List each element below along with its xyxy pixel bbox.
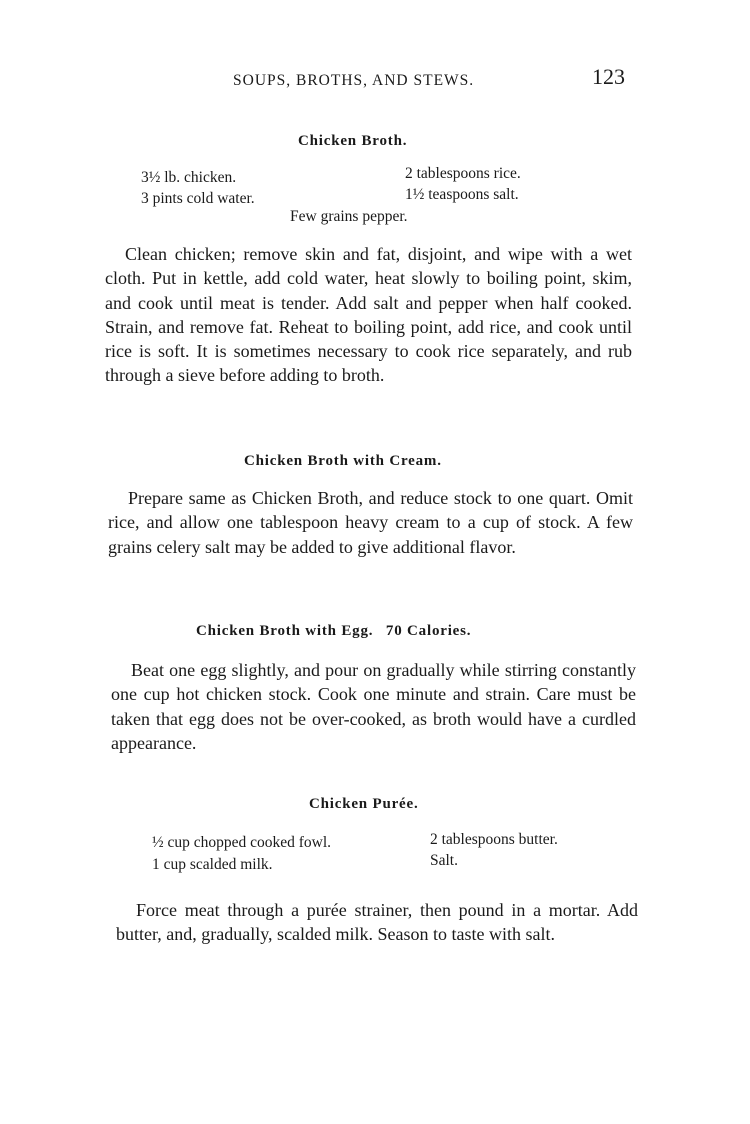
recipe-title-chicken-broth-with-egg [196, 623, 471, 640]
recipe-title-chicken-broth-with-cream: Chicken Broth with Cream. [244, 453, 442, 469]
ingredient-item: Few grains pepper. [290, 208, 408, 225]
ingredient-item: 1½ teaspoons salt. [405, 186, 519, 203]
recipe-instructions-chicken-broth: Clean chicken; remove skin and fat, disjoint, and wipe with a wet cloth. Put in kettle, add cold water, heat slowly to boiling point, skim, and cook until meat is tender. Add salt and pepper when half cooked. Strain, and remove fat. Reheat to boiling point, add rice, and cook until rice is soft. It is sometimes necessary to cook rice separately, and rub through a sieve before adding to broth. [105, 244, 632, 386]
ingredient-item: 2 tablespoons rice. [405, 165, 521, 182]
recipe-instructions-chicken-puree: Force meat through a purée strainer, then pound in a mortar. Add butter, and, gradually, scalded milk. Season to taste with salt. [116, 900, 638, 945]
ingredient-item: 3 pints cold water. [141, 190, 255, 207]
recipe-title-chicken-broth: Chicken Broth. [298, 133, 408, 149]
calorie-count: 70 Calories. [385, 623, 472, 639]
ingredient-item: 1 cup scalded milk. [152, 856, 273, 873]
ingredient-item: 3½ lb. chicken. [141, 169, 237, 186]
page-number: 123 [592, 64, 625, 89]
recipe-instructions-chicken-broth-with-cream: Prepare same as Chicken Broth, and reduce stock to one quart. Omit rice, and allow one tablespoon heavy cream to a cup of stock. A few grains celery salt may be added to give additional flavor. [108, 488, 633, 557]
ingredient-item: ½ cup chopped cooked fowl. [152, 834, 332, 851]
recipe-title-text: Chicken Broth with Egg. [196, 623, 374, 639]
running-head: SOUPS, BROTHS, AND STEWS. [233, 72, 475, 89]
recipe-title-chicken-puree: Chicken Purée. [309, 796, 419, 812]
recipe-instructions-chicken-broth-with-egg: Beat one egg slightly, and pour on gradually while stirring constantly one cup hot chicken stock. Cook one minute and strain. Care must be taken that egg does not be over-cooked, as broth would have a curdled appearance. [111, 660, 636, 753]
ingredient-item: Salt. [430, 852, 458, 869]
ingredient-item: 2 tablespoons butter. [430, 831, 558, 848]
